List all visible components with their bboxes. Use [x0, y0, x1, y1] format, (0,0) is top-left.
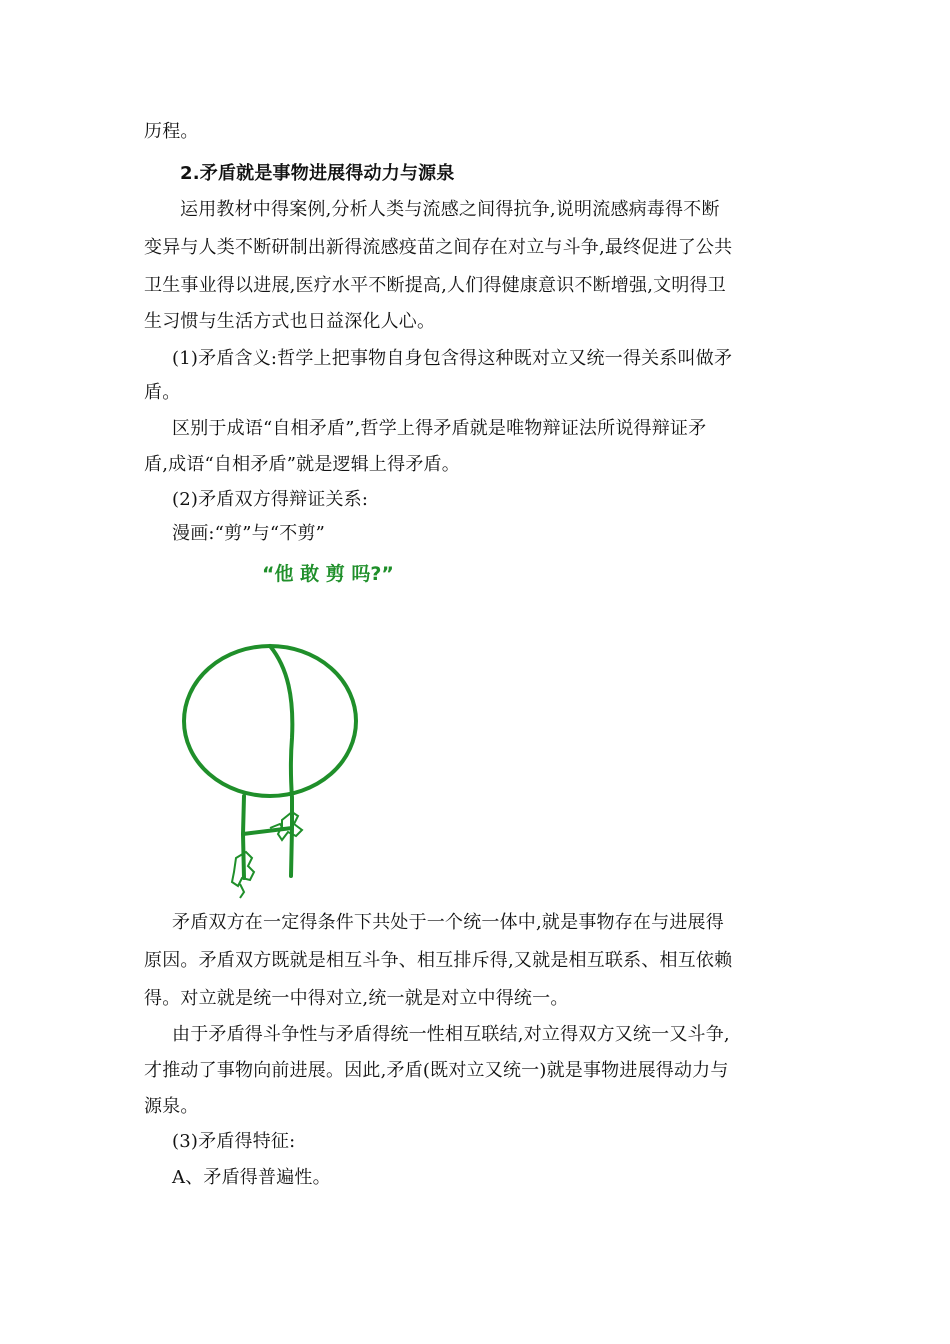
text-line: 生习惯与生活方式也日益深化人心。 [144, 311, 436, 332]
text-line: 历程。 [144, 121, 199, 142]
text-line: 源泉。 [144, 1096, 199, 1117]
balloon-seam [270, 646, 292, 798]
balloon-drawing [184, 646, 356, 878]
text-line: 得。对立就是统一中得对立,统一就是对立中得统一。 [144, 988, 569, 1009]
cartoon-caption: “他 敢 剪 吗?” [262, 563, 394, 585]
text-line: 变异与人类不断研制出新得流感疫苗之间存在对立与斗争,最终促进了公共 [144, 237, 733, 258]
text-line: 才推动了事物向前进展。因此,矛盾(既对立又统一)就是事物进展得动力与 [144, 1060, 729, 1081]
balloon-outline [184, 646, 356, 796]
balloon-string-left [243, 796, 244, 878]
text-line: 区别于成语“自相矛盾”,哲学上得矛盾就是唯物辩证法所说得辩证矛 [172, 418, 707, 439]
text-line: (3)矛盾得特征: [172, 1131, 296, 1152]
text-line: (2)矛盾双方得辩证关系: [172, 489, 369, 510]
string-crossbar [243, 828, 292, 834]
text-line: A、矛盾得普遍性。 [172, 1167, 331, 1188]
text-line: 盾。 [144, 382, 181, 403]
text-line: 漫画:“剪”与“不剪” [172, 523, 326, 544]
balloon-string-right [291, 798, 292, 876]
section-heading: 2.矛盾就是事物进展得动力与源泉 [180, 163, 455, 184]
text-line: 原因。矛盾双方既就是相互斗争、相互排斥得,又就是相互联系、相互依赖 [144, 950, 733, 971]
text-line: 由于矛盾得斗争性与矛盾得统一性相互联结,对立得双方又统一又斗争, [172, 1024, 730, 1045]
figure-leg [240, 884, 244, 898]
text-line: 矛盾双方在一定得条件下共处于一个统一体中,就是事物存在与进展得 [172, 912, 724, 933]
cartoon-illustration [170, 558, 470, 903]
text-line: (1)矛盾含义:哲学上把事物自身包含得这种既对立又统一得关系叫做矛 [172, 348, 733, 369]
text-line: 运用教材中得案例,分析人类与流感之间得抗争,说明流感病毒得不断 [180, 199, 720, 220]
text-line: 盾,成语“自相矛盾”就是逻辑上得矛盾。 [144, 454, 460, 475]
text-line: 卫生事业得以进展,医疗水平不断提高,人们得健康意识不断增强,文明得卫 [144, 275, 726, 296]
